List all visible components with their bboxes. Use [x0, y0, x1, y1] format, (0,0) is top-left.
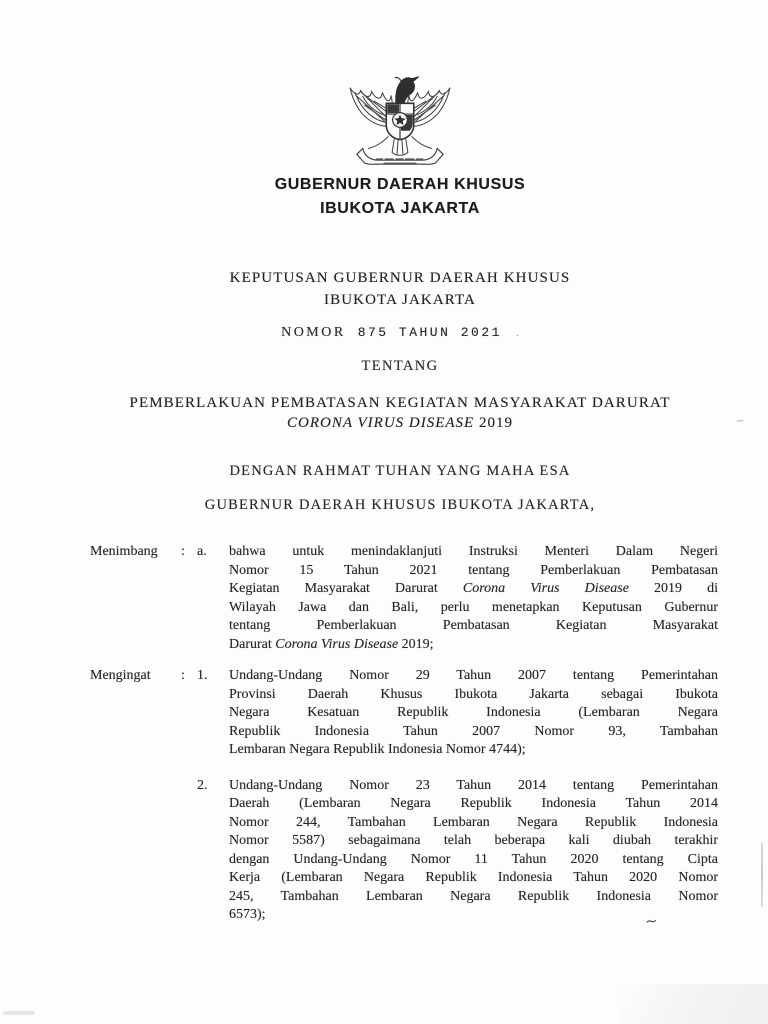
clause-label: Mengingat [90, 668, 151, 683]
clause-items [197, 543, 718, 654]
text-line: Negara Kesatuan Republik Indonesia (Lembaran Negara [229, 705, 718, 720]
clause-colon: : [181, 668, 185, 683]
nomor-label: NOMOR [281, 325, 346, 340]
tentang-label: TENTANG [361, 358, 439, 374]
text-line: 6573); [229, 907, 266, 922]
text-line: Lembaran Negara Republik Indonesia Nomor 4744); [229, 742, 526, 757]
clause-item-1 [197, 667, 718, 760]
item-body [229, 777, 718, 925]
text-line: 245, Tambahan Lembaran Negara Republik Indonesia Nomor [229, 888, 718, 904]
item-marker: 1. [197, 668, 208, 683]
invocation-line: DENGAN RAHMAT TUHAN YANG MAHA ESA [229, 463, 571, 479]
scan-squiggle-artifact: ~ [735, 415, 746, 428]
text-line: dengan Undang-Undang Nomor 11 Tahun 2020 tentang Cipta [229, 851, 718, 867]
clauses [0, 543, 768, 925]
clause-items [197, 667, 718, 925]
clause-mengingat [0, 667, 768, 925]
decree-title-line1: KEPUTUSAN GUBERNUR DAERAH KHUSUS [229, 270, 571, 286]
text-line: Nomor 5587) sebagaimana telah beberapa kali diubah terakhir [229, 833, 718, 848]
item-body [229, 667, 718, 760]
subject-line1: PEMBERLAKUAN PEMBATASAN KEGIATAN MASYARAKAT DARURAT [129, 395, 671, 411]
clause-item-2 [197, 777, 718, 925]
text-line: Nomor 15 Tahun 2021 tentang Pemberlakuan Pembatasan [229, 562, 718, 578]
decree-title-line2: IBUKOTA JAKARTA [324, 291, 476, 308]
document-content [0, 66, 768, 514]
clause-colon: : [181, 544, 185, 559]
subject-year: 2019 [478, 414, 513, 431]
text-line: Nomor 244, Tambahan Lembaran Negara Republik Indonesia [229, 814, 718, 830]
letterhead-org-line1: GUBERNUR DAERAH KHUSUS [274, 176, 526, 193]
text-line: bahwa untuk menindaklanjuti Instruksi Menteri Dalam Negeri [229, 544, 718, 559]
subject-line2 [32, 414, 768, 434]
scan-bottom-left-artifact [3, 1011, 35, 1015]
decree-number-line [32, 325, 768, 341]
garuda-pancasila-emblem [341, 66, 459, 170]
scan-tilde-artifact: ~ [644, 911, 659, 931]
nomor-value: 875 TAHUN 2021 [357, 325, 502, 340]
clause-menimbang [0, 543, 768, 654]
text-line: Wilayah Jawa dan Bali, perlu menetapkan Keputusan Gubernur [229, 599, 718, 615]
letterhead-org-line2: IBUKOTA JAKARTA [320, 200, 480, 217]
scan-corner-shade-artifact [618, 984, 768, 1024]
item-body [229, 543, 718, 654]
scan-edge-line-artifact [761, 843, 763, 907]
text-line: Kerja (Lembaran Negara Republik Indonesia Tahun 2020 Nomor [229, 870, 718, 885]
clause-label: Menimbang [90, 544, 158, 559]
clause-item-a [197, 543, 718, 654]
text-line: Provinsi Daerah Khusus Ibukota Jakarta sebagai Ibukota [229, 686, 718, 702]
subject-italic-part: CORONA VIRUS DISEASE [287, 414, 475, 431]
authority-line: GUBERNUR DAERAH KHUSUS IBUKOTA JAKARTA, [204, 497, 596, 513]
item-marker: a. [197, 544, 207, 559]
item-marker: 2. [197, 777, 208, 793]
text-line: Undang-Undang Nomor 29 Tahun 2007 tentang Pemerintahan [229, 668, 718, 683]
text-line: tentang Pemberlakuan Pembatasan Kegiatan Masyarakat [229, 618, 718, 633]
text-line: Undang-Undang Nomor 23 Tahun 2014 tentang Pemerintahan [229, 777, 718, 793]
text-line: Daerah (Lembaran Negara Republik Indonesia Tahun 2014 [229, 796, 718, 811]
text-line: Republik Indonesia Tahun 2007 Nomor 93, Tambahan [229, 723, 718, 739]
text-line: Kegiatan Masyarakat Darurat Corona Virus Disease 2019 di [229, 581, 719, 596]
text-line: Darurat Corona Virus Disease 2019; [229, 636, 434, 652]
stray-dot-mark: . [515, 325, 519, 339]
letterhead [32, 66, 768, 170]
